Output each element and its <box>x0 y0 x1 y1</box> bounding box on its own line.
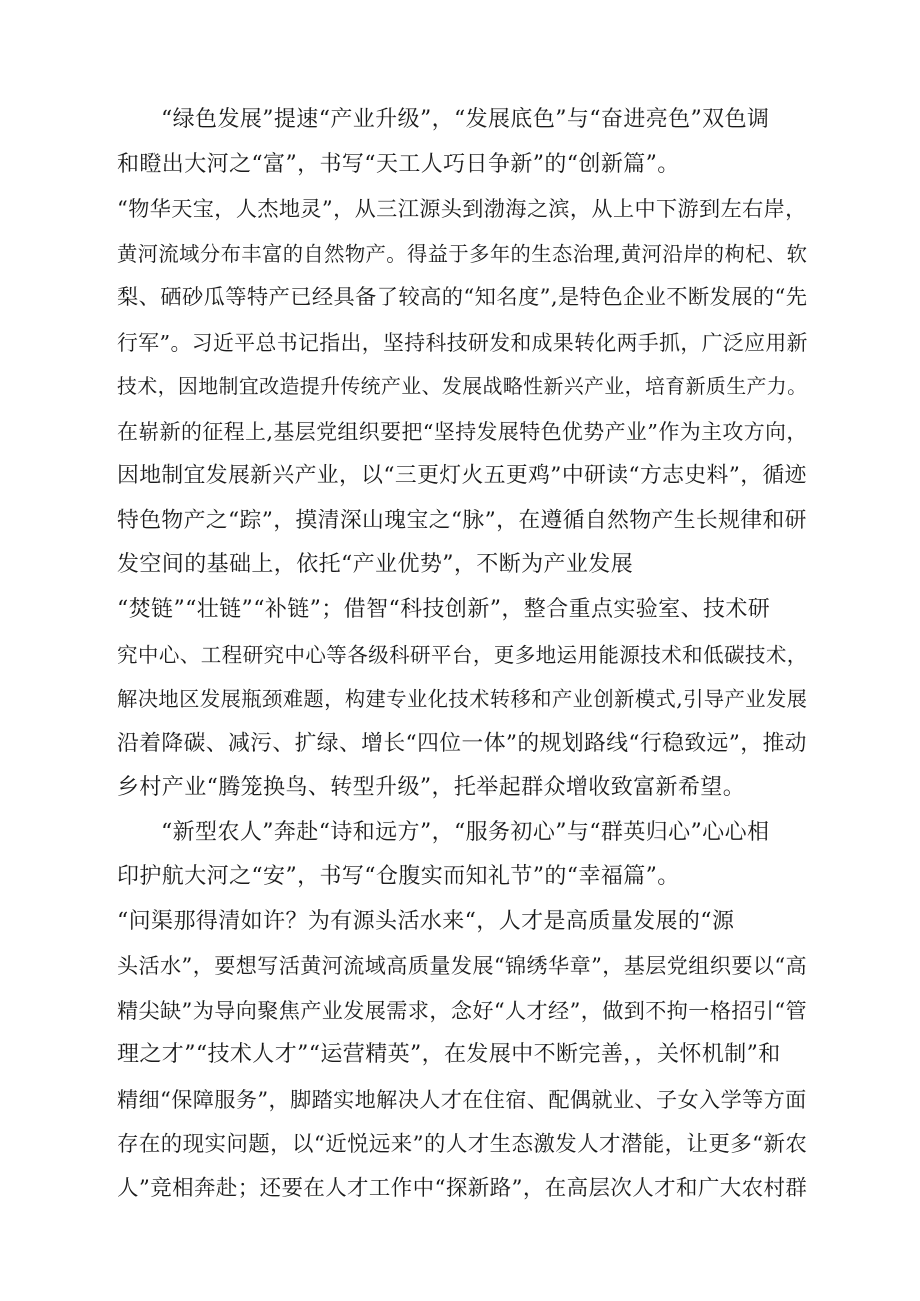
text-line: 行军”。习近平总书记指出，坚持科技研发和成果转化两手抓，广泛应用新 <box>117 330 808 355</box>
text-line: “新型农人”奔赴“诗和远方”，“服务初心”与“群英归心”心心相 <box>161 819 770 845</box>
text-line: 究中心、工程研究中心等各级科研平台，更多地运用能源技术和低碳技术， <box>117 642 808 667</box>
text-line: 黄河流域分布丰富的自然物产。得益于多年的生态治理,黄河沿岸的枸杞、软 <box>117 241 808 266</box>
text-line: 因地制宜发展新兴产业，以“三更灯火五更鸡”中研读“方志史料”，循迹 <box>117 463 807 489</box>
text-line: 人”竞相奔赴；还要在人才工作中“探新路”，在高层次人才和广大农村群 <box>117 1176 808 1202</box>
text-line: 发空间的基础上，依托“产业优势”，不断为产业发展 <box>117 552 634 578</box>
text-line: “物华天宝，人杰地灵”，从三江源头到渤海之滨，从上中下游到左右岸， <box>117 196 807 222</box>
text-line: 梨、硒砂瓜等特产已经具备了较高的“知名度”,是特色企业不断发展的“先 <box>117 285 808 311</box>
text-line: 乡村产业“腾笼换鸟、转型升级”，托举起群众增收致富新希望。 <box>117 775 746 801</box>
text-line: 理之才”“技术人才”“运营精英”，在发展中不断完善，，关怀机制”和 <box>117 1042 781 1068</box>
text-line: 印护航大河之“安”，书写“仓腹实而知礼节”的“幸福篇”。 <box>117 864 680 890</box>
text-line: 精细“保障服务”，脚踏实地解决人才在住宿、配偶就业、子女入学等方面 <box>117 1087 807 1113</box>
body-text <box>117 98 837 1212</box>
text-line: 和瞪出大河之“富”，书写“天工人巧日争新”的“创新篇”。 <box>117 151 680 177</box>
text-line: 技术，因地制宜改造提升传统产业、发展战略性新兴产业，培育新质生产力。 <box>117 375 808 399</box>
text-line: “焚链”“壮链”“补链”；借智“科技创新”，整合重点实验室、技术研 <box>117 597 771 623</box>
text-line: 特色物产之“踪”，摸清深山瑰宝之“脉”，在遵循自然物产生长规律和研 <box>117 507 807 533</box>
text-line: “绿色发展”提速“产业升级”，“发展底色”与“奋进亮色”双色调 <box>161 107 770 132</box>
text-line: 存在的现实问题，以“近悦远来”的人才生态激发人才潜能，让更多“新农 <box>117 1131 808 1157</box>
text-line: “问渠那得清如许？为有源头活水来“，人才是高质量发展的“源 <box>117 908 735 934</box>
text-line: 精尖缺”为导向聚焦产业发展需求，念好“人才经”，做到不拘一格招引“管 <box>117 997 808 1023</box>
text-line: 沿着降碳、减污、扩绿、增长“四位一体”的规划路线“行稳致远”，推动 <box>117 730 807 756</box>
text-line: 头活水”，要想写活黄河流域高质量发展“锦绣华章”，基层党组织要以“高 <box>117 953 808 979</box>
text-line: 解决地区发展瓶颈难题，构建专业化技术转移和产业创新模式,引导产业发展 <box>117 687 808 712</box>
text-line: 在崭新的征程上,基层党组织要把“坚持发展特色优势产业”作为主攻方向， <box>117 419 808 444</box>
